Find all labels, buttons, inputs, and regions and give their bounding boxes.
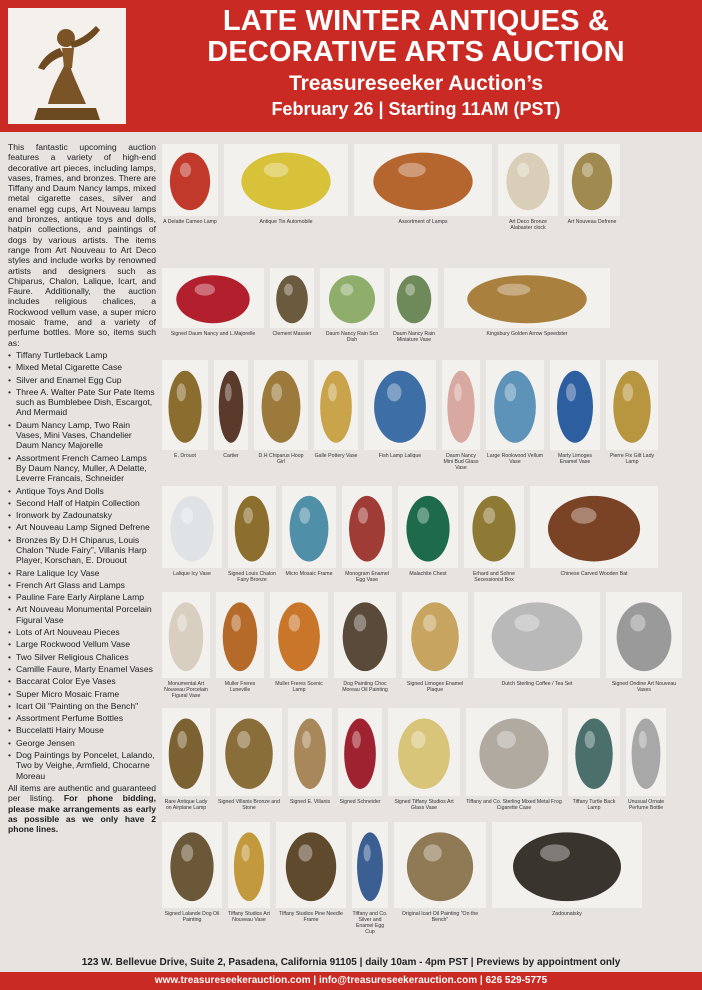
item-caption: Dog Painting Choc Moreau Oil Painting xyxy=(342,681,388,693)
item-photo xyxy=(606,592,682,678)
item-photo-grid xyxy=(162,132,698,954)
item-caption: Clement Massier xyxy=(272,331,312,337)
item-photo xyxy=(550,360,600,450)
auction-item xyxy=(282,486,336,590)
item-caption: Signed E. Villanis xyxy=(289,799,331,805)
auction-date: February 26 | Starting 11AM (PST) xyxy=(271,99,561,119)
auction-item xyxy=(564,144,620,238)
item-caption: Galle Pottery Vase xyxy=(314,453,358,459)
highlight-item: • Baccarat Color Eye Vases xyxy=(8,676,156,686)
item-photo xyxy=(320,268,384,328)
auction-item xyxy=(606,592,682,700)
highlight-item: • Large Rockwood Vellum Vase xyxy=(8,639,156,649)
item-photo xyxy=(364,360,436,450)
item-caption: Tiffany Studios Pine Needle Frame xyxy=(279,911,343,923)
item-caption: Signed Tiffany Studios Art Glass Vase xyxy=(394,799,454,811)
highlight-item: • Art Nouveau Lamp Signed Defrene xyxy=(8,522,156,532)
highlight-item: • Tiffany Turtleback Lamp xyxy=(8,350,156,360)
item-photo xyxy=(288,708,332,796)
auction-item xyxy=(568,708,620,818)
item-photo xyxy=(398,486,458,568)
item-photo xyxy=(388,708,460,796)
item-caption: Assortment of Lamps xyxy=(398,219,448,225)
item-caption: Muller Freres Scenic Lamp xyxy=(275,681,323,693)
highlight-item: • Dog Paintings by Poncelet, Lalando, Two by Veighe, Armfield, Chocarne Moreau xyxy=(8,750,156,781)
highlight-item: • Antique Toys And Dolls xyxy=(8,486,156,496)
address-bar: 123 W. Bellevue Drive, Suite 2, Pasadena, California 91105 | daily 10am - 4pm PST | Previews by appointment only xyxy=(0,954,702,972)
highlights-list xyxy=(8,350,156,781)
bronze-statue-photo xyxy=(8,8,126,124)
item-caption: Pierre Fix Gilt Lady Lamp xyxy=(609,453,655,465)
item-photo xyxy=(464,486,524,568)
auction-item xyxy=(492,822,642,930)
item-caption: Rare Antique Lady on Airplane Lamp xyxy=(164,799,208,811)
highlight-item: • Art Nouveau Monumental Porcelain Figural Vase xyxy=(8,604,156,625)
item-photo xyxy=(254,360,308,450)
item-caption: Fish Lamp Lalique xyxy=(378,453,422,459)
auction-item xyxy=(228,822,270,930)
item-caption: Tiffany and Co. Sterling Mixed Metal Frog Cigarette Case xyxy=(466,799,562,811)
item-photo xyxy=(282,486,336,568)
highlight-item: • Assortment French Cameo Lamps By Daum Nancy, Muller, A Delatte, Leverre Francais, Schneider xyxy=(8,453,156,484)
highlight-item: • Icart Oil "Painting on the Bench" xyxy=(8,701,156,711)
item-photo xyxy=(276,822,346,908)
closing-bold: For phone bidding, please make arrangements as early as possible as we only have 2 phone lines. xyxy=(8,793,156,835)
highlight-item: • Pauline Fare Early Airplane Lamp xyxy=(8,592,156,602)
item-caption: Signed Daum Nancy and L.Majorelle xyxy=(170,331,256,337)
item-caption: Lalique Icy Vase xyxy=(173,571,211,577)
auction-item xyxy=(354,144,492,238)
auction-item xyxy=(442,360,480,472)
auction-item xyxy=(162,708,210,818)
item-photo xyxy=(334,592,396,678)
auction-item xyxy=(288,708,332,818)
auction-item xyxy=(606,360,658,472)
highlight-item: • George Jensen xyxy=(8,738,156,748)
auction-item xyxy=(254,360,308,472)
auction-item xyxy=(626,708,666,818)
item-photo xyxy=(162,708,210,796)
item-caption: Cartier xyxy=(223,453,239,459)
item-photo xyxy=(564,144,620,216)
contact-footer: www.treasureseekerauction.com | info@treasureseekerauction.com | 626 529-5775 xyxy=(0,972,702,990)
auction-item xyxy=(162,268,264,350)
highlight-item: • Daum Nancy Lamp, Two Rain Vases, Mini Vases, Chandelier Daum Nancy Majorelle xyxy=(8,420,156,451)
item-caption: Chinese Carved Wooden Bat xyxy=(560,571,628,577)
auction-house-name: Treasureseeker Auction’s xyxy=(288,72,544,95)
item-caption: Kingsbury Golden Arrow Speedster xyxy=(486,331,568,337)
auction-item xyxy=(276,822,346,930)
item-caption: Erhard and Sohne Secessionist Box xyxy=(472,571,516,583)
auction-item xyxy=(314,360,358,472)
auction-item xyxy=(216,592,264,700)
item-photo xyxy=(270,268,314,328)
auction-item xyxy=(364,360,436,472)
highlight-item: • Two Silver Religious Chalices xyxy=(8,652,156,662)
item-photo xyxy=(402,592,468,678)
highlight-item: • Lots of Art Nouveau Pieces xyxy=(8,627,156,637)
highlight-item: • Second Half of Hatpin Collection xyxy=(8,498,156,508)
auction-item xyxy=(352,822,388,935)
item-photo xyxy=(474,592,600,678)
item-caption: Dutch Sterling Coffee / Tea Set xyxy=(501,681,573,687)
item-caption: Tiffany Turtle Back Lamp xyxy=(572,799,616,811)
item-caption: Antique Tin Automobile xyxy=(259,219,313,225)
title-line-2: DECORATIVE ARTS AUCTION xyxy=(207,36,625,68)
highlight-item: • Assortment Perfume Bottles xyxy=(8,713,156,723)
item-photo xyxy=(214,360,248,450)
auction-item xyxy=(466,708,562,818)
item-photo xyxy=(162,360,208,450)
item-photo xyxy=(162,268,264,328)
header-banner xyxy=(0,0,702,132)
item-caption: Signed Lalande Dog Oil Painting xyxy=(164,911,220,923)
auction-item xyxy=(214,360,248,472)
auction-item xyxy=(228,486,276,590)
item-caption: Malachite Chest xyxy=(409,571,447,577)
auction-item xyxy=(388,708,460,818)
auction-item xyxy=(162,592,210,700)
auction-item xyxy=(224,144,348,238)
item-photo xyxy=(626,708,666,796)
item-photo xyxy=(314,360,358,450)
auction-item xyxy=(398,486,458,590)
description-column xyxy=(8,142,156,947)
auction-item xyxy=(498,144,558,238)
auction-item xyxy=(270,592,328,700)
item-caption: Monumental Art Nouveau Porcelain Figural Vase xyxy=(164,681,208,699)
item-caption: Art Nouveau Defrene xyxy=(567,219,617,225)
highlight-item: • Rare Lalique Icy Vase xyxy=(8,568,156,578)
item-photo xyxy=(486,360,544,450)
auction-item xyxy=(162,822,222,930)
item-caption: Signed Ondine Art Nouveau Vases xyxy=(611,681,677,693)
item-caption: Monogram Enamel Egg Vase xyxy=(345,571,389,583)
item-photo xyxy=(216,708,282,796)
highlight-item: • Bronzes By D.H Chiparus, Louis Chalon "Nude Fairy", Villanis Harp Player, Korschan, E. Drouout xyxy=(8,535,156,566)
item-caption: Signed Louis Chalon Fairy Bronze xyxy=(228,571,276,583)
item-caption: Daum Nancy Rain Scn Dish xyxy=(325,331,379,343)
auction-item xyxy=(464,486,524,590)
item-caption: Muller Freres Luneville xyxy=(224,681,256,693)
auction-item xyxy=(216,708,282,818)
item-caption: Signed Limoges Enamel Plaque xyxy=(406,681,464,693)
item-photo xyxy=(162,486,222,568)
closing-plain: All items are authentic and guaranteed per listing. xyxy=(8,782,156,804)
item-photo xyxy=(228,486,276,568)
auction-item xyxy=(444,268,610,350)
item-caption: Large Rookwood Vellum Vase xyxy=(486,453,544,465)
item-caption: Original Icart Oil Painting "On the Bench" xyxy=(401,911,479,923)
item-photo xyxy=(606,360,658,450)
item-caption: A Delatte Cameo Lamp xyxy=(163,219,217,225)
auction-item xyxy=(402,592,468,700)
auction-item xyxy=(338,708,382,818)
highlight-item: • Silver and Enamel Egg Cup xyxy=(8,375,156,385)
auction-item xyxy=(474,592,600,700)
item-caption: Micro Mosaic Frame xyxy=(285,571,333,577)
item-photo xyxy=(492,822,642,908)
item-photo xyxy=(162,822,222,908)
highlight-item: • Ironwork by Zadounatsky xyxy=(8,510,156,520)
auction-item xyxy=(162,144,218,238)
intro-paragraph: This fantastic upcoming auction features a variety of high-end decorative art pieces, including lamps, vases, frames, and bronzes. There are Tiffany and Daum Nancy lamps, mixed metal cigarette cases, silver and enamel egg cups, Art Nouveau lamps and bronzes, antique toys and dolls, hatpin collections, and paintings of dogs by various artists. The items range from Art Nouveau to Art Deco styles and include works by renowned artists and designers such as Chiparus, Chalon, Lalique, Icart, and Faure. Additionally, the auction includes religious chalices, a Rockwood vellum vase, a super micro mosaic frame, and a variety of perfume bottles. More so, items such as: xyxy=(8,142,156,348)
item-photo xyxy=(568,708,620,796)
highlight-item: • Buccelatti Hairy Mouse xyxy=(8,725,156,735)
highlight-item: • Mixed Metal Cigarette Case xyxy=(8,362,156,372)
item-caption: Art Deco Bronze Alabaster clock xyxy=(508,219,548,231)
item-caption: Zadounatsky xyxy=(552,911,582,917)
auction-item xyxy=(550,360,600,472)
auction-item xyxy=(342,486,392,590)
item-photo xyxy=(498,144,558,216)
item-caption: Tiffany and Co. Silver and Enamel Egg Cup xyxy=(352,911,388,935)
auction-item xyxy=(334,592,396,700)
highlight-item: • Three A. Walter Pate Sur Pate Items such as Bumblebee Dish, Escargot, And Mermaid xyxy=(8,387,156,418)
auction-item xyxy=(320,268,384,350)
item-photo xyxy=(162,144,218,216)
item-caption: Daum Nancy Mini Bud Glass Vase xyxy=(443,453,479,471)
auction-item xyxy=(162,486,222,590)
item-caption: Tiffany Studios Art Nouveau Vase xyxy=(228,911,270,923)
item-caption: Marty Limoges Enamel Vase xyxy=(557,453,593,465)
highlight-item: • Camille Faure, Marty Enamel Vases xyxy=(8,664,156,674)
auction-item xyxy=(394,822,486,930)
auction-item xyxy=(390,268,438,350)
item-photo xyxy=(224,144,348,216)
auction-item xyxy=(530,486,658,590)
item-photo xyxy=(338,708,382,796)
item-photo xyxy=(162,592,210,678)
item-caption: Signed Schneider xyxy=(339,799,381,805)
auction-item xyxy=(270,268,314,350)
item-caption: Unusual Ornate Perfume Bottle xyxy=(627,799,665,811)
item-photo xyxy=(394,822,486,908)
item-photo xyxy=(530,486,658,568)
item-photo xyxy=(352,822,388,908)
item-photo xyxy=(442,360,480,450)
item-photo xyxy=(342,486,392,568)
item-photo xyxy=(390,268,438,328)
item-photo xyxy=(216,592,264,678)
item-photo xyxy=(270,592,328,678)
item-photo xyxy=(466,708,562,796)
auction-item xyxy=(162,360,208,472)
item-caption: D.H Chiparus Hoop Girl xyxy=(258,453,304,465)
item-caption: Daum Nancy Rain Miniature Vase xyxy=(392,331,436,343)
item-photo xyxy=(228,822,270,908)
content-area xyxy=(0,132,702,954)
auction-item xyxy=(486,360,544,472)
closing-paragraph xyxy=(8,783,156,834)
item-photo xyxy=(444,268,610,328)
item-caption: Signed Villanis Bronze and Stone xyxy=(218,799,280,811)
title-line-1: LATE WINTER ANTIQUES & xyxy=(222,5,610,37)
item-photo xyxy=(354,144,492,216)
item-caption: E. Drouot xyxy=(174,453,196,459)
highlight-item: • Super Micro Mosaic Frame xyxy=(8,689,156,699)
highlight-item: • French Art Glass and Lamps xyxy=(8,580,156,590)
